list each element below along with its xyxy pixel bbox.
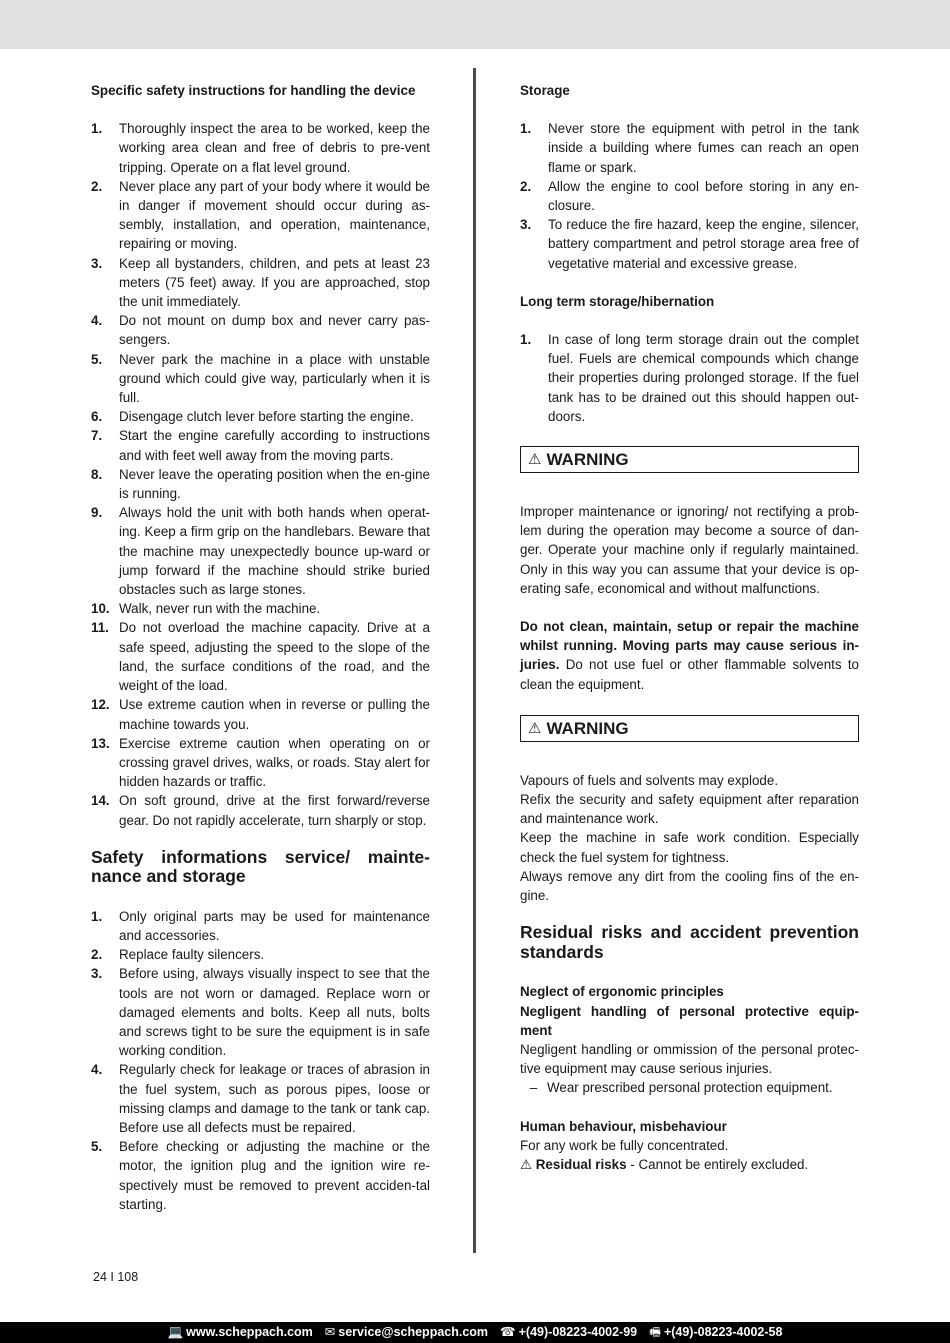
fax-number: +(49)-08223-4002-58 [663, 1325, 783, 1339]
list-item [91, 945, 430, 964]
list-item-number: 3. [91, 966, 103, 982]
warning-2-line: Vapours of fuels and solvents may explode. [520, 772, 779, 788]
residual-risks-text: - Cannot be entirely excluded. [626, 1156, 809, 1172]
list-item-text: Start the engine carefully according to instructions and with feet well away from the moving parts. [119, 428, 430, 463]
list-item [520, 215, 859, 273]
section-heading-longterm: Long term storage/hibernation [520, 293, 715, 309]
section-heading-residual: Residual risks and accident prevention standards [520, 922, 859, 962]
list-item-text: Disengage clutch lever before starting the engine. [119, 409, 414, 425]
ppe-bullet-text: Wear prescribed personal protection equipment. [547, 1080, 833, 1096]
warning-triangle-icon: ⚠ [528, 450, 542, 468]
list-item-text: Never leave the operating position when the en-gine is running. [119, 466, 430, 502]
list-item-number: 14. [91, 793, 110, 809]
list-item-text: Thoroughly inspect the area to be worked, keep the working area clean and free of debris to pre-vent tripping. Operate on a flat level ground. [119, 121, 430, 175]
list-item-number: 1. [91, 908, 103, 924]
list-item [91, 618, 430, 695]
warning-label: WARNING [546, 718, 629, 738]
list-item-text: Regularly check for leakage or traces of abrasion in the fuel system, such as porous pipes, loose or missing clamps and damage to the tank or tank cap. Before use all defects must be repaired. [119, 1062, 430, 1135]
list-item [91, 907, 430, 945]
warning-2-line: Always remove any dirt from the cooling fins of the en-gine. [520, 868, 859, 904]
list-item [91, 465, 430, 503]
list-item-number: 10. [91, 601, 110, 617]
fax-icon: 🖷 [649, 1325, 661, 1339]
list-item [91, 177, 430, 254]
list-item [91, 503, 430, 599]
list-item-number: 12. [91, 697, 110, 713]
section-heading-service: Safety informations service/ mainte-nance and storage [91, 846, 430, 887]
mail-icon: ✉ [324, 1325, 336, 1339]
list-item-text: Do not mount on dump box and never carry pas-sengers. [119, 313, 430, 348]
list-item-number: 13. [91, 735, 110, 751]
list-item-number: 5. [91, 1139, 103, 1155]
warning-1-rest: Do not use fuel or other flammable solvents to clean the equipment. [520, 657, 859, 692]
list-item [520, 119, 859, 177]
list-item-text: Walk, never run with the machine. [119, 601, 321, 617]
section-heading-storage: Storage [520, 83, 570, 98]
list-item-text: Exercise extreme caution when operating on or crossing gravel drives, walks, or roads. Stay alert for hidden hazards or traffic. [119, 735, 430, 790]
warning-2-line: Keep the machine in safe work condition. Especially check the fuel system for tightness. [520, 830, 859, 865]
human-text: For any work be fully concentrated. [520, 1137, 729, 1153]
computer-icon: 💻 [167, 1325, 184, 1339]
list-item [91, 791, 430, 829]
list-item [91, 1137, 430, 1214]
footer-email[interactable] [325, 1322, 488, 1343]
list-item-number: 1. [520, 332, 532, 348]
warning-box-2 [520, 715, 859, 742]
list-item-number: 2. [520, 178, 532, 194]
subheading-ppe: Negligent handling of personal protective equip-ment [520, 1003, 859, 1038]
list-item [520, 177, 859, 215]
list-item [91, 350, 430, 408]
warning-label: WARNING [546, 449, 629, 469]
list-item-number: 8. [91, 466, 103, 482]
list-item-number: 1. [520, 121, 532, 137]
list-item-text: On soft ground, drive at the first forward/reverse gear. Do not rapidly accelerate, turn sharply or stop. [119, 793, 430, 828]
warning-1-bold: Do not clean, maintain, setup or repair the machine whilst running. Moving parts may cause serious in-juries. [520, 619, 859, 673]
list-item-text: To reduce the fire hazard, keep the engine, silencer, battery compartment and petrol storage area free of vegetative material and excessive grease. [548, 217, 859, 271]
list-item-number: 9. [91, 505, 103, 521]
right-column [520, 81, 859, 1174]
list-item [91, 695, 430, 733]
list-item [91, 311, 430, 349]
list-item-text: Never place any part of your body where it would be in danger if movement should occur during as-sembly, installation, and operation, maintenance, repairing or moving. [119, 178, 430, 252]
warning-1-clean-text [520, 617, 859, 694]
list-item-text: Allow the engine to cool before storing in any en-closure. [548, 178, 859, 214]
ppe-text: Negligent handling or ommission of the personal protec-tive equipment may cause serious injuries. [520, 1041, 859, 1077]
header-bar [0, 0, 950, 49]
warning-triangle-icon: ⚠ [520, 1156, 533, 1172]
list-item-number: 2. [91, 947, 103, 963]
list-item [91, 964, 430, 1060]
list-item [91, 1060, 430, 1137]
list-item-number: 11. [91, 620, 109, 636]
ppe-bullet-item [520, 1078, 859, 1097]
page-number: 24 I 108 [93, 1270, 139, 1284]
list-item [91, 599, 430, 618]
list-item-number: 7. [91, 428, 103, 444]
list-item-text: Keep all bystanders, children, and pets at least 23 meters (75 feet) away. If you are approached, stop the unit immediately. [119, 255, 430, 310]
list-item-text: Replace faulty silencers. [119, 947, 265, 963]
subheading-human: Human behaviour, misbehaviour [520, 1118, 727, 1134]
longterm-list [520, 330, 859, 426]
warning-2-line: Refix the security and safety equipment after reparation and maintenance work. [520, 792, 859, 827]
footer-fax [649, 1322, 782, 1343]
list-item-text: Never store the equipment with petrol in the tank inside a building where fumes can reach an open flame or spark. [548, 121, 859, 175]
warning-1-text: Improper maintenance or ignoring/ not rectifying a prob-lem during the operation may become a source of dan-ger. Operate your machine only if regularly maintained. Only in this way you can assume that your device is op-erating safe, economical and without malfunctions. [520, 504, 859, 596]
list-item [91, 734, 430, 792]
residual-risks-line [520, 1155, 859, 1174]
list-item [520, 330, 859, 426]
dash-bullet: – [529, 1080, 538, 1096]
list-item-number: 3. [520, 217, 532, 233]
list-item-number: 2. [91, 178, 103, 194]
list-item-text: Never park the machine in a place with unstable ground which could give way, particularly when it is full. [119, 351, 430, 406]
list-item [91, 119, 430, 177]
storage-list [520, 119, 859, 273]
left-column [91, 81, 430, 1214]
footer-web[interactable] [168, 1322, 313, 1343]
email-link[interactable]: service@scheppach.com [338, 1325, 489, 1339]
warning-box-1 [520, 446, 859, 473]
website-link[interactable]: www.scheppach.com [186, 1325, 313, 1339]
column-divider [473, 68, 476, 1253]
list-item [91, 254, 430, 312]
list-item-text: Do not overload the machine capacity. Drive at a safe speed, adjusting the speed to the slope of the land, the surface conditions of the road, and the weight of the load. [119, 620, 430, 694]
handling-instructions-list [91, 119, 430, 830]
list-item [91, 426, 430, 464]
list-item-text: Always hold the unit with both hands when operat-ing. Keep a firm grip on the handlebars. Beware that the machine may unexpectedly bounce up-ward or jump forward if the machine should strike buried obstacles such as large stones. [119, 505, 430, 598]
section-heading-handling: Specific safety instructions for handling the device [91, 83, 416, 98]
warning-triangle-icon: ⚠ [528, 719, 542, 737]
list-item-text: Before using, always visually inspect to see that the tools are not worn or damaged. Replace worn or damaged elements and bolts. Keep all nuts, bolts and screws tight to be sure the equipment is in safe working condition. [119, 966, 430, 1059]
phone-number: +(49)-08223-4002-99 [518, 1325, 638, 1339]
list-item-text: Only original parts may be used for maintenance and accessories. [119, 908, 430, 943]
phone-icon: ☎ [500, 1325, 516, 1339]
footer-bar [0, 1322, 950, 1343]
footer-phone [500, 1322, 637, 1343]
subheading-ergonomic: Neglect of ergonomic principles [520, 984, 724, 1000]
residual-risks-label: Residual risks [535, 1156, 627, 1172]
warning-2-text [520, 771, 859, 905]
list-item-number: 4. [91, 313, 103, 329]
list-item-number: 4. [91, 1062, 103, 1078]
service-instructions-list [91, 907, 430, 1214]
list-item-number: 6. [91, 409, 103, 425]
list-item-text: Use extreme caution when in reverse or pulling the machine towards you. [119, 697, 430, 732]
list-item-number: 5. [91, 351, 103, 367]
list-item-number: 3. [91, 255, 103, 271]
list-item-text: Before checking or adjusting the machine or the motor, the ignition plug and the ignition wire re-spectively must be removed to prevent acciden-tal starting. [119, 1139, 430, 1212]
list-item-text: In case of long term storage drain out the complet fuel. Fuels are chemical compounds which change their properties during prolonged storage. If the fuel tank has to be drained out this should happen out-doors. [548, 332, 859, 424]
list-item [91, 407, 430, 426]
list-item-number: 1. [91, 121, 103, 137]
